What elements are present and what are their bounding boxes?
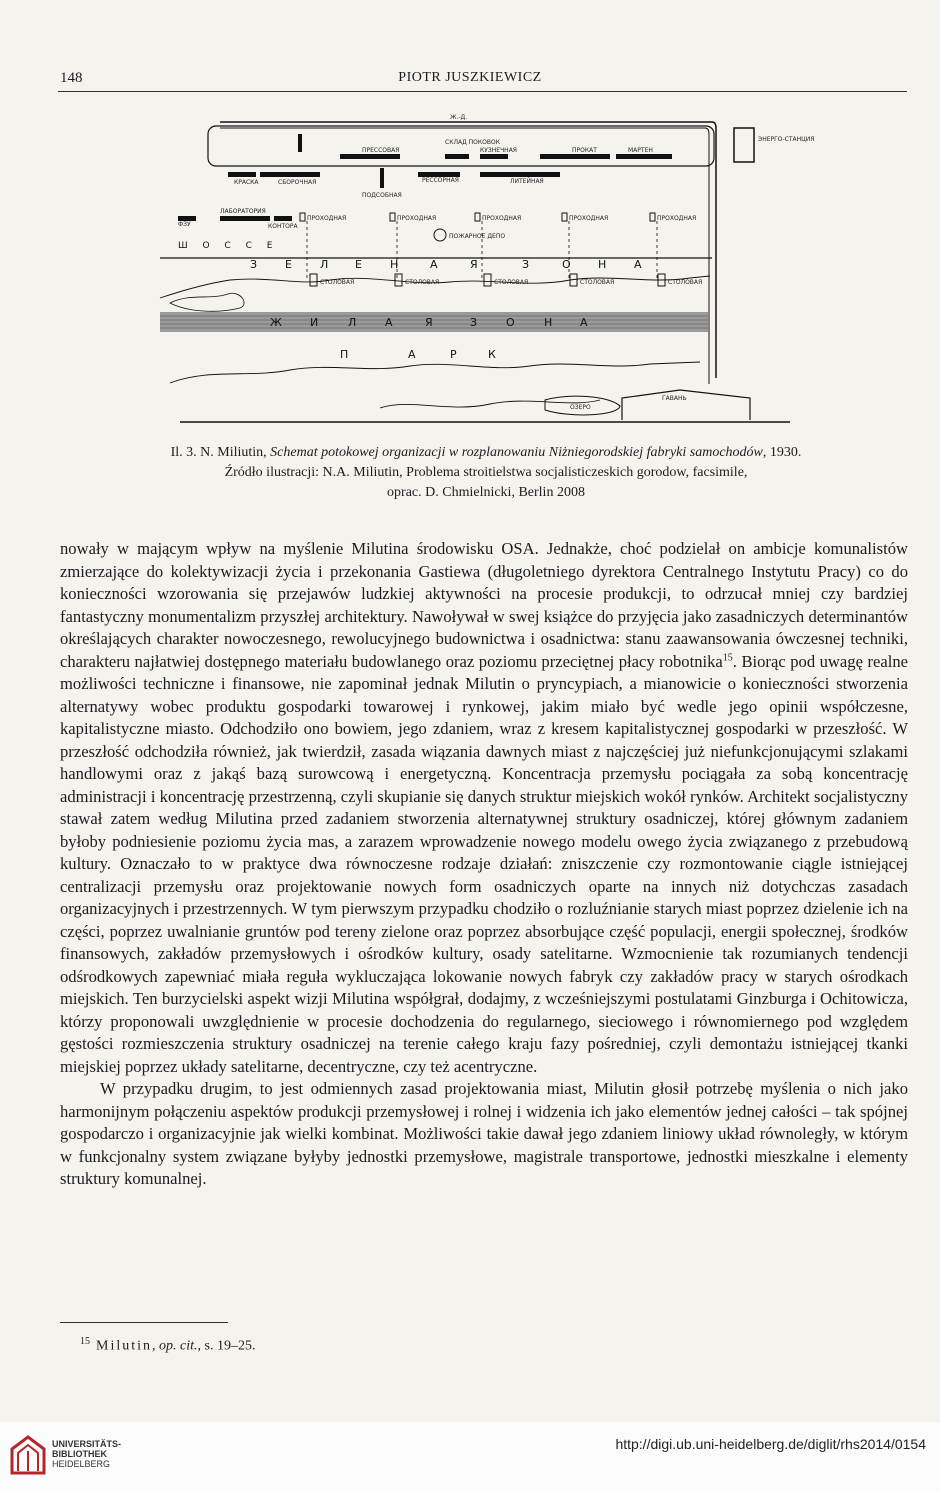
building-assembly <box>260 172 320 177</box>
caption-line-3: oprac. D. Chmielnicki, Berlin 2008 <box>387 485 585 500</box>
label-springs: РЕССОРНАЯ <box>422 177 459 184</box>
library-footer <box>0 1422 940 1491</box>
svg-text:З: З <box>470 316 478 329</box>
svg-text:З: З <box>250 258 258 271</box>
svg-text:Е: Е <box>355 258 362 271</box>
building-aux <box>380 168 384 188</box>
park-edge <box>170 362 700 383</box>
svg-text:А: А <box>580 316 588 329</box>
label-rail: Ж.-Д. <box>450 114 468 121</box>
label-foundry: ЛИТЕЙНАЯ <box>510 178 544 185</box>
svg-text:ПРОХОДНАЯ: ПРОХОДНАЯ <box>657 215 697 222</box>
svg-text:Р: Р <box>450 348 457 361</box>
building-rolling <box>540 154 610 159</box>
svg-text:СТОЛОВАЯ: СТОЛОВАЯ <box>320 279 355 286</box>
label-energy: ЭНЕРГО-СТАНЦИЯ <box>758 136 815 143</box>
svg-text:Я: Я <box>470 258 478 271</box>
footnote-number: 15 <box>80 1336 90 1347</box>
svg-text:Ж: Ж <box>270 316 282 329</box>
scheme-diagram <box>150 108 830 428</box>
label-lab: ЛАБОРАТОРИЯ <box>220 208 266 215</box>
green-zone-label <box>250 258 642 271</box>
svg-text:ПРОХОДНАЯ: ПРОХОДНАЯ <box>397 215 437 222</box>
library-logo-icon[interactable] <box>8 1433 48 1482</box>
label-lake: ОЗЕРО <box>570 404 591 411</box>
svg-text:З: З <box>522 258 530 271</box>
label-press: ПРЕССОВАЯ <box>362 147 400 154</box>
svg-text:Н: Н <box>544 316 553 329</box>
label-paint: КРАСКА <box>234 179 259 186</box>
connectors <box>307 221 657 280</box>
label-harbour: ГАВАНЬ <box>662 395 687 402</box>
label-marten: МАРТЕН <box>628 147 653 154</box>
building-marten <box>616 154 672 159</box>
park-label <box>340 348 496 361</box>
body-text <box>60 538 908 1191</box>
living-zone-band <box>160 312 708 332</box>
label-warehouse: СКЛАД ПОКОВОК <box>445 139 500 146</box>
source-url[interactable]: http://digi.ub.uni-heidelberg.de/diglit/rhs2014/0154 <box>615 1436 926 1452</box>
svg-text:СТОЛОВАЯ: СТОЛОВАЯ <box>580 279 615 286</box>
header-rule <box>58 91 907 92</box>
svg-text:О: О <box>506 316 515 329</box>
svg-text:ПРОХОДНАЯ: ПРОХОДНАЯ <box>307 215 347 222</box>
svg-text:Я: Я <box>425 316 433 329</box>
svg-text:Л: Л <box>348 316 357 329</box>
figure-scheme <box>150 108 830 428</box>
factory-divider <box>298 134 302 152</box>
svg-text:СТОЛОВАЯ: СТОЛОВАЯ <box>668 279 703 286</box>
footnote-rule <box>60 1322 228 1323</box>
svg-text:И: И <box>310 316 319 329</box>
svg-text:А: А <box>385 316 393 329</box>
paragraph-1: nowały w mającym wpływ na myślenie Milutina środowisku OSA. Jednakże, choć podzielał on ambicje komunalistów zmierzające do kolektywizacji życia i przekonania Gastiewa (długoletniego dyrektora Centralnego Instytutu Pracy) co do konieczności wzorowania się przejawów ludzkiej aktywności na procesie produkcji, to odrzucał mniej czy bardziej fantastyczny monumentalizm przyszłej architektury. Nawoływał w swej książce do przyjęcia jako zasadniczych determinantów określających charakter nowoczesnego, rewolucyjnego budownictwa i osadnictwa: stanu zaawansowania ówczesnej techniki, charakteru najłatwiej dostępnego materiału budowlanego oraz poziomu przeciętnej płacy robotnika$^{15}$. Biorąc pod uwagę realne możliwości techniczne i finansowe, nie zapominał jednak Milutin o pryncypiach, a mianowicie o konieczności stworzenia alternatywy wobec produktu gospodarki towarowej i rynkowej, jakim miało być wedle jego opinii współczesne, kapitalistyczne miasto. Odchodziło ono bowiem, jego zdaniem, wraz z kresem kapitalistycznej gospodarki w przeszłość. W przeszłość odchodziła również, jak twierdził, zasada wiązania dawnych miast z najczęściej już niefunkcjonującymi szlakami handlowymi oraz z jakąś bazą surowcową i energetyczną. Koncentracja przemysłu pociągała za sobą koncentrację administracji i koncentrację przestrzenną, czyli skupianie się danych struktur miejskich wokół rynków. Architekt socjalistyczny stawał zatem według Milutina przed zadaniem stworzenia alternatywnej struktury osadniczej, której głównym zadaniem byłoby podniesienie poziomu życia mas, a zarazem wprowadzenie nowego modelu owego życia związanego z przebudową kultury. Oznaczało to w praktyce dwa równoczesne rodzaje działań: zniszczenie czy rozmontowanie ciągle istniejącej centralizacji przemysłu oraz projektowanie nowych form osadniczych oparte na innych niż dotychczas zasadach organizacyjnych i przestrzennych. W tym pierwszym przypadku chodziło o rozluźnianie starych miast poprzez dzielenie ich na części, poprzez uwalnianie gruntów pod tereny zielone oraz poprzez absorbujące część populacji, energii społecznej, środków finansowych, zakładów przemysłowych i ośrodków kultury, osady satelitarne. Wzmocnienie tak rozumianych tendencji odśrodkowych zapewniać miała reguła wykluczająca lokowanie nowych fabryk czy zakładów pracy w starych ośrodkach miejskich. Ten burzycielski aspekt wizji Milutina współgrał, dodajmy, z wcześniejszymi postulatami Ginzburga i Ochitowicza, którzy proponowali uwzględnienie w procesie dochodzenia do regularnego, sieciowego i równomiernego pod względem gęstości rozmieszczenia struktury osadniczej na terenie całego kraju fazy pośredniej, czyli demontażu istniejącej tkanki miejskiej poprzez układy satelitarne, decentryczne, czy też acentryczne. <box>60 539 909 1076</box>
svg-text:СТОЛОВАЯ: СТОЛОВАЯ <box>494 279 529 286</box>
fire-depot-symbol <box>434 229 446 241</box>
footnote-ref[interactable]: 15 <box>722 651 733 663</box>
svg-text:ПРОХОДНАЯ: ПРОХОДНАЯ <box>482 215 522 222</box>
running-head: PIOTR JUSZKIEWICZ <box>398 70 542 85</box>
building-paint <box>228 172 256 177</box>
figure-caption <box>60 443 912 503</box>
caption-line-2: Źródło ilustracji: N.A. Miliutin, Problema stroitielstwa socjalisticzeskich gorodow, facsimile, <box>224 465 748 480</box>
label-assembly: СБОРОЧНАЯ <box>278 179 317 186</box>
energy-station-block <box>734 128 754 162</box>
caption-title: Schemat potokowej organizacji w rozplanowaniu Niżniegorodskiej fabryki samochodów <box>270 445 763 460</box>
label-aux: ПОДСОБНАЯ <box>362 192 402 199</box>
page-number: 148 <box>60 70 83 86</box>
factory-outline <box>208 126 714 166</box>
label-forge: КУЗНЕЧНАЯ <box>480 147 517 154</box>
building-forge <box>480 154 508 159</box>
canteens <box>310 274 702 286</box>
label-rolling: ПРОКАТ <box>572 147 597 154</box>
svg-text:Н: Н <box>390 258 399 271</box>
railway-line <box>220 122 716 378</box>
building-warehouse <box>445 154 469 159</box>
svg-text:Е: Е <box>285 258 292 271</box>
building-office <box>274 216 292 221</box>
label-fzu: ФЗУ <box>178 221 191 228</box>
building-foundry <box>480 172 560 177</box>
svg-text:А: А <box>430 258 438 271</box>
footnote-cit: op. cit. <box>159 1338 198 1354</box>
label-highway: Ш О С С Е <box>178 241 279 251</box>
svg-text:Н: Н <box>598 258 607 271</box>
library-name: UNIVERSITÄTS- BIBLIOTHEK HEIDELBERG <box>52 1439 122 1469</box>
svg-text:ПРОХОДНАЯ: ПРОХОДНАЯ <box>569 215 609 222</box>
label-fire: ПОЖАРНОЕ ДЕПО <box>449 233 506 240</box>
svg-text:Л: Л <box>320 258 329 271</box>
svg-text:А: А <box>408 348 416 361</box>
svg-text:К: К <box>488 348 496 361</box>
svg-text:А: А <box>634 258 642 271</box>
pass-gates <box>300 213 696 222</box>
label-office: КОНТОРА <box>268 223 298 230</box>
paragraph-2: W przypadku drugim, to jest odmiennych zasad projektowania miast, Milutin głosił potrzebę myślenia o nich jako harmonijnym połączeniu aspektów produkcji przemysłowej i rolnej i widzenia ich jako elementów jednej całości – tak spójnej gospodarczo i organizacyjnie jak wielki kombinat. Możliwości takie dawał jego zdaniem liniowy układ równoległy, w którym w funkcjonalny system związane byłyby jednostki przemysłowe, magistrale transportowe, jednostki mieszkalne i elementy struktury komunalnej. <box>60 1079 908 1188</box>
footnote-author: Milutin <box>96 1338 153 1354</box>
building-press <box>340 154 400 159</box>
building-lab <box>220 216 270 221</box>
footnote: $^{15}$ Milutin, op. cit., s. 19–25. <box>80 1336 256 1354</box>
svg-text:О: О <box>562 258 571 271</box>
svg-text:СТОЛОВАЯ: СТОЛОВАЯ <box>405 279 440 286</box>
caption-line-1: Il. 3. N. Miliutin, Schemat potokowej organizacji w rozplanowaniu Niżniegorodskiej fabryki samochodów, 1930. <box>170 445 802 460</box>
svg-text:П: П <box>340 348 349 361</box>
